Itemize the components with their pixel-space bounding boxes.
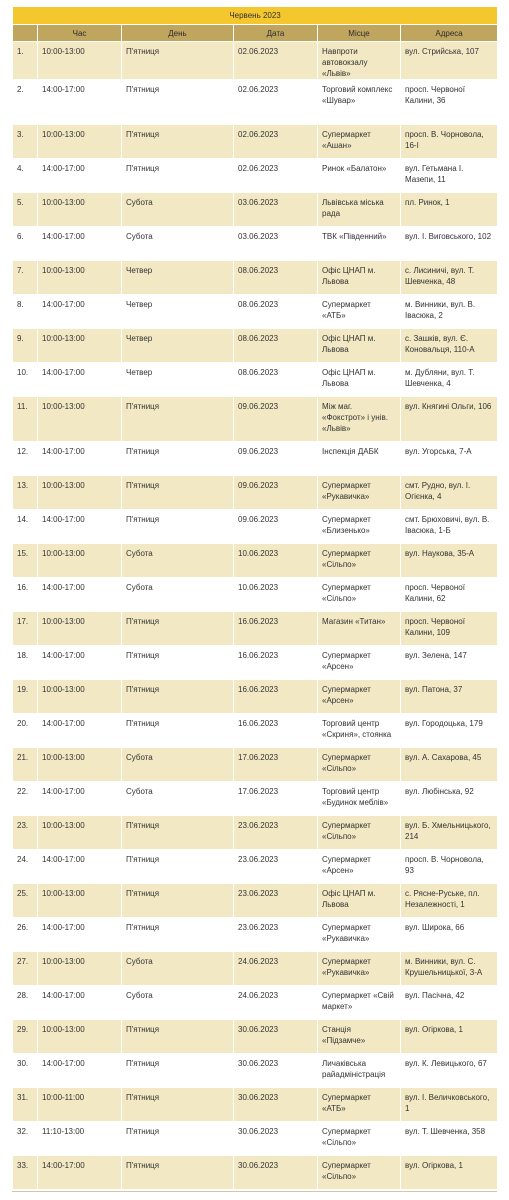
header-date: Дата xyxy=(234,25,318,42)
row-date: 09.06.2023 xyxy=(234,476,318,510)
row-number: 18. xyxy=(13,646,38,680)
row-number: 30. xyxy=(13,1054,38,1088)
row-time: 14:00-17:00 xyxy=(38,1054,122,1088)
table-row xyxy=(13,1054,498,1088)
row-date: 17.06.2023 xyxy=(234,748,318,782)
row-address: вул. Княгині Ольги, 106 xyxy=(401,397,498,442)
row-address: пл. Ринок, 1 xyxy=(401,193,498,227)
row-place: Між маг. «Фокстрот» і унів. «Львів» xyxy=(318,397,401,442)
row-day: П'ятниця xyxy=(122,680,234,714)
table-row xyxy=(13,918,498,952)
row-place: Супермаркет «Сільпо» xyxy=(318,1122,401,1156)
row-time: 14:00-17:00 xyxy=(38,159,122,193)
row-place: Офіс ЦНАП м. Львова xyxy=(318,329,401,363)
table-row xyxy=(13,578,498,612)
row-address: вул. І. Виговського, 102 xyxy=(401,227,498,261)
row-date: 30.06.2023 xyxy=(234,1020,318,1054)
row-time: 10:00-13:00 xyxy=(38,476,122,510)
row-day: Субота xyxy=(122,986,234,1020)
row-place: Супермаркет «АТБ» xyxy=(318,295,401,329)
row-date: 02.06.2023 xyxy=(234,80,318,125)
row-place: Супермаркет «Рукавичка» xyxy=(318,952,401,986)
table-row xyxy=(13,748,498,782)
table-body xyxy=(13,42,498,1190)
row-number: 11. xyxy=(13,397,38,442)
row-number: 29. xyxy=(13,1020,38,1054)
row-day: П'ятниця xyxy=(122,397,234,442)
row-time: 10:00-13:00 xyxy=(38,397,122,442)
row-date: 16.06.2023 xyxy=(234,612,318,646)
row-address: вул. К. Левицького, 67 xyxy=(401,1054,498,1088)
row-date: 16.06.2023 xyxy=(234,714,318,748)
row-date: 24.06.2023 xyxy=(234,986,318,1020)
row-day: Четвер xyxy=(122,295,234,329)
row-date: 30.06.2023 xyxy=(234,1088,318,1122)
row-day: П'ятниця xyxy=(122,612,234,646)
row-address: смт. Брюховичі, вул. В. Івасюка, 1-Б xyxy=(401,510,498,544)
row-day: П'ятниця xyxy=(122,42,234,80)
row-day: П'ятниця xyxy=(122,1088,234,1122)
row-address: просп. В. Чорновола, 93 xyxy=(401,850,498,884)
row-date: 09.06.2023 xyxy=(234,442,318,476)
row-place: Супермаркет «Сільпо» xyxy=(318,816,401,850)
row-day: П'ятниця xyxy=(122,714,234,748)
row-time: 14:00-17:00 xyxy=(38,986,122,1020)
table-row xyxy=(13,680,498,714)
row-date: 23.06.2023 xyxy=(234,884,318,918)
row-time: 10:00-13:00 xyxy=(38,816,122,850)
row-place: ТВК «Південний» xyxy=(318,227,401,261)
table-row xyxy=(13,544,498,578)
row-day: П'ятниця xyxy=(122,510,234,544)
row-date: 10.06.2023 xyxy=(234,578,318,612)
table-row xyxy=(13,816,498,850)
row-number: 13. xyxy=(13,476,38,510)
row-date: 30.06.2023 xyxy=(234,1156,318,1190)
row-place: Супермаркет «Арсен» xyxy=(318,680,401,714)
row-address: смт. Рудно, вул. І. Огієнка, 4 xyxy=(401,476,498,510)
row-number: 17. xyxy=(13,612,38,646)
schedule-table xyxy=(12,6,498,1190)
row-place: Офіс ЦНАП м. Львова xyxy=(318,363,401,397)
row-day: П'ятниця xyxy=(122,1054,234,1088)
row-number: 22. xyxy=(13,782,38,816)
row-place: Львівська міська рада xyxy=(318,193,401,227)
row-date: 23.06.2023 xyxy=(234,918,318,952)
header-address: Адреса xyxy=(401,25,498,42)
table-row xyxy=(13,714,498,748)
row-address: вул. Городоцька, 179 xyxy=(401,714,498,748)
row-address: вул. А. Сахарова, 45 xyxy=(401,748,498,782)
row-number: 33. xyxy=(13,1156,38,1190)
row-place: Торговий центр «Скриня», стоянка xyxy=(318,714,401,748)
header-place: Місце xyxy=(318,25,401,42)
table-row xyxy=(13,261,498,295)
row-number: 10. xyxy=(13,363,38,397)
table-row xyxy=(13,193,498,227)
table-row xyxy=(13,125,498,159)
schedule-container xyxy=(12,6,497,1190)
row-place: Супермаркет «Сільпо» xyxy=(318,578,401,612)
row-time: 14:00-17:00 xyxy=(38,1156,122,1190)
row-address: вул. Наукова, 35-А xyxy=(401,544,498,578)
table-row xyxy=(13,612,498,646)
row-number: 7. xyxy=(13,261,38,295)
row-date: 08.06.2023 xyxy=(234,295,318,329)
row-address: вул. Стрийська, 107 xyxy=(401,42,498,80)
row-place: Навпроти автовокзалу «Львів» xyxy=(318,42,401,80)
table-row xyxy=(13,850,498,884)
row-time: 10:00-13:00 xyxy=(38,193,122,227)
row-time: 10:00-13:00 xyxy=(38,125,122,159)
row-date: 02.06.2023 xyxy=(234,159,318,193)
row-number: 3. xyxy=(13,125,38,159)
row-address: с. Рясне-Руське, пл. Незалежності, 1 xyxy=(401,884,498,918)
row-day: П'ятниця xyxy=(122,442,234,476)
row-number: 4. xyxy=(13,159,38,193)
row-day: П'ятниця xyxy=(122,646,234,680)
row-time: 10:00-13:00 xyxy=(38,952,122,986)
row-number: 27. xyxy=(13,952,38,986)
row-time: 14:00-17:00 xyxy=(38,850,122,884)
table-row xyxy=(13,510,498,544)
row-address: просп. В. Чорновола, 16-І xyxy=(401,125,498,159)
row-address: просп. Червоної Калини, 109 xyxy=(401,612,498,646)
row-number: 26. xyxy=(13,918,38,952)
row-date: 23.06.2023 xyxy=(234,816,318,850)
row-place: Супермаркет «Сільпо» xyxy=(318,1156,401,1190)
row-time: 14:00-17:00 xyxy=(38,646,122,680)
row-day: Субота xyxy=(122,193,234,227)
row-date: 03.06.2023 xyxy=(234,193,318,227)
row-place: Супермаркет «Рукавичка» xyxy=(318,476,401,510)
table-row xyxy=(13,80,498,125)
row-place: Інспекція ДАБК xyxy=(318,442,401,476)
row-time: 10:00-13:00 xyxy=(38,1020,122,1054)
row-time: 10:00-13:00 xyxy=(38,680,122,714)
row-address: вул. Т. Шевченка, 358 xyxy=(401,1122,498,1156)
row-date: 10.06.2023 xyxy=(234,544,318,578)
row-address: м. Дубляни, вул. Т. Шевченка, 4 xyxy=(401,363,498,397)
row-number: 25. xyxy=(13,884,38,918)
row-date: 09.06.2023 xyxy=(234,510,318,544)
row-number: 31. xyxy=(13,1088,38,1122)
row-day: П'ятниця xyxy=(122,1020,234,1054)
row-place: Супермаркет «Арсен» xyxy=(318,850,401,884)
row-day: Субота xyxy=(122,782,234,816)
row-date: 08.06.2023 xyxy=(234,363,318,397)
table-title: Червень 2023 xyxy=(13,7,498,25)
table-row xyxy=(13,363,498,397)
row-number: 1. xyxy=(13,42,38,80)
row-time: 14:00-17:00 xyxy=(38,918,122,952)
row-address: просп. Червоної Калини, 36 xyxy=(401,80,498,125)
row-day: П'ятниця xyxy=(122,1156,234,1190)
row-number: 24. xyxy=(13,850,38,884)
table-row xyxy=(13,329,498,363)
row-address: м. Винники, вул. С. Крушельницької, 3-А xyxy=(401,952,498,986)
row-number: 12. xyxy=(13,442,38,476)
row-place: Супермаркет «Рукавичка» xyxy=(318,918,401,952)
row-time: 10:00-13:00 xyxy=(38,748,122,782)
row-place: Магазин «Титан» xyxy=(318,612,401,646)
row-date: 02.06.2023 xyxy=(234,42,318,80)
row-day: П'ятниця xyxy=(122,884,234,918)
row-date: 16.06.2023 xyxy=(234,646,318,680)
table-row xyxy=(13,476,498,510)
row-day: П'ятниця xyxy=(122,918,234,952)
table-row xyxy=(13,42,498,80)
table-row xyxy=(13,1122,498,1156)
row-time: 14:00-17:00 xyxy=(38,227,122,261)
row-place: Торговий комплекс «Шувар» xyxy=(318,80,401,125)
row-address: вул. Гетьмана І. Мазепи, 11 xyxy=(401,159,498,193)
row-number: 5. xyxy=(13,193,38,227)
row-address: вул. І. Величковського, 1 xyxy=(401,1088,498,1122)
row-address: вул. Угорська, 7-А xyxy=(401,442,498,476)
row-address: просп. Червоної Калини, 62 xyxy=(401,578,498,612)
row-time: 11:10-13:00 xyxy=(38,1122,122,1156)
row-time: 14:00-17:00 xyxy=(38,578,122,612)
row-day: Субота xyxy=(122,748,234,782)
row-date: 16.06.2023 xyxy=(234,680,318,714)
row-date: 30.06.2023 xyxy=(234,1054,318,1088)
row-address: вул. Огіркова, 1 xyxy=(401,1156,498,1190)
row-place: Торговий центр «Будинок меблів» xyxy=(318,782,401,816)
header-time: Час xyxy=(38,25,122,42)
row-place: Станція «Підзамче» xyxy=(318,1020,401,1054)
row-date: 23.06.2023 xyxy=(234,850,318,884)
row-place: Супермаркет «АТБ» xyxy=(318,1088,401,1122)
table-row xyxy=(13,442,498,476)
row-place: Супермаркет «Сільпо» xyxy=(318,748,401,782)
row-address: вул. Зелена, 147 xyxy=(401,646,498,680)
row-time: 14:00-17:00 xyxy=(38,510,122,544)
row-place: Супермаркет «Близенько» xyxy=(318,510,401,544)
row-date: 02.06.2023 xyxy=(234,125,318,159)
row-address: вул. Огіркова, 1 xyxy=(401,1020,498,1054)
row-day: Четвер xyxy=(122,261,234,295)
row-address: вул. Б. Хмельницького, 214 xyxy=(401,816,498,850)
row-time: 14:00-17:00 xyxy=(38,80,122,125)
row-day: П'ятниця xyxy=(122,1122,234,1156)
table-row xyxy=(13,159,498,193)
header-day: День xyxy=(122,25,234,42)
row-address: вул. Пасічна, 42 xyxy=(401,986,498,1020)
row-time: 10:00-13:00 xyxy=(38,884,122,918)
row-date: 17.06.2023 xyxy=(234,782,318,816)
row-number: 15. xyxy=(13,544,38,578)
row-place: Офіс ЦНАП м. Львова xyxy=(318,261,401,295)
row-place: Ринок «Балатон» xyxy=(318,159,401,193)
row-time: 10:00-13:00 xyxy=(38,42,122,80)
row-date: 08.06.2023 xyxy=(234,329,318,363)
table-row xyxy=(13,782,498,816)
row-time: 14:00-17:00 xyxy=(38,295,122,329)
table-row xyxy=(13,397,498,442)
row-day: П'ятниця xyxy=(122,80,234,125)
row-place: Офіс ЦНАП м. Львова xyxy=(318,884,401,918)
row-date: 24.06.2023 xyxy=(234,952,318,986)
row-day: П'ятниця xyxy=(122,159,234,193)
table-row xyxy=(13,952,498,986)
table-row xyxy=(13,884,498,918)
row-address: вул. Патона, 37 xyxy=(401,680,498,714)
row-place: Супермаркет «Свій маркет» xyxy=(318,986,401,1020)
row-address: с. Лисиничі, вул. Т. Шевченка, 48 xyxy=(401,261,498,295)
row-day: Субота xyxy=(122,952,234,986)
table-row xyxy=(13,227,498,261)
row-number: 8. xyxy=(13,295,38,329)
row-date: 03.06.2023 xyxy=(234,227,318,261)
row-place: Личаківська райадміністрація xyxy=(318,1054,401,1088)
table-row xyxy=(13,295,498,329)
row-place: Супермаркет «Ашан» xyxy=(318,125,401,159)
row-day: П'ятниця xyxy=(122,476,234,510)
row-time: 10:00-13:00 xyxy=(38,612,122,646)
table-header-row xyxy=(13,25,498,42)
row-address: м. Винники, вул. В. Івасюка, 2 xyxy=(401,295,498,329)
table-row xyxy=(13,1156,498,1190)
row-address: вул. Широка, 66 xyxy=(401,918,498,952)
row-day: Субота xyxy=(122,227,234,261)
row-date: 08.06.2023 xyxy=(234,261,318,295)
header-number xyxy=(13,25,38,42)
table-row xyxy=(13,986,498,1020)
row-number: 16. xyxy=(13,578,38,612)
row-day: Четвер xyxy=(122,329,234,363)
row-day: П'ятниця xyxy=(122,850,234,884)
table-row xyxy=(13,1020,498,1054)
row-time: 10:00-11:00 xyxy=(38,1088,122,1122)
table-row xyxy=(13,1088,498,1122)
row-time: 14:00-17:00 xyxy=(38,442,122,476)
row-time: 10:00-13:00 xyxy=(38,544,122,578)
row-number: 28. xyxy=(13,986,38,1020)
row-date: 30.06.2023 xyxy=(234,1122,318,1156)
row-time: 14:00-17:00 xyxy=(38,363,122,397)
row-number: 21. xyxy=(13,748,38,782)
row-time: 14:00-17:00 xyxy=(38,782,122,816)
row-date: 09.06.2023 xyxy=(234,397,318,442)
row-number: 2. xyxy=(13,80,38,125)
row-address: с. Зашків, вул. Є. Коновальця, 110-А xyxy=(401,329,498,363)
row-place: Супермаркет «Сільпо» xyxy=(318,544,401,578)
row-number: 9. xyxy=(13,329,38,363)
row-address: вул. Любінська, 92 xyxy=(401,782,498,816)
row-time: 10:00-13:00 xyxy=(38,261,122,295)
row-place: Супермаркет «Арсен» xyxy=(318,646,401,680)
row-day: Четвер xyxy=(122,363,234,397)
row-number: 20. xyxy=(13,714,38,748)
row-number: 32. xyxy=(13,1122,38,1156)
row-time: 10:00-13:00 xyxy=(38,329,122,363)
row-day: П'ятниця xyxy=(122,816,234,850)
row-day: П'ятниця xyxy=(122,125,234,159)
table-title-row xyxy=(13,7,498,25)
row-time: 14:00-17:00 xyxy=(38,714,122,748)
row-number: 6. xyxy=(13,227,38,261)
row-number: 14. xyxy=(13,510,38,544)
row-number: 19. xyxy=(13,680,38,714)
row-number: 23. xyxy=(13,816,38,850)
row-day: Субота xyxy=(122,544,234,578)
row-day: Субота xyxy=(122,578,234,612)
table-row xyxy=(13,646,498,680)
